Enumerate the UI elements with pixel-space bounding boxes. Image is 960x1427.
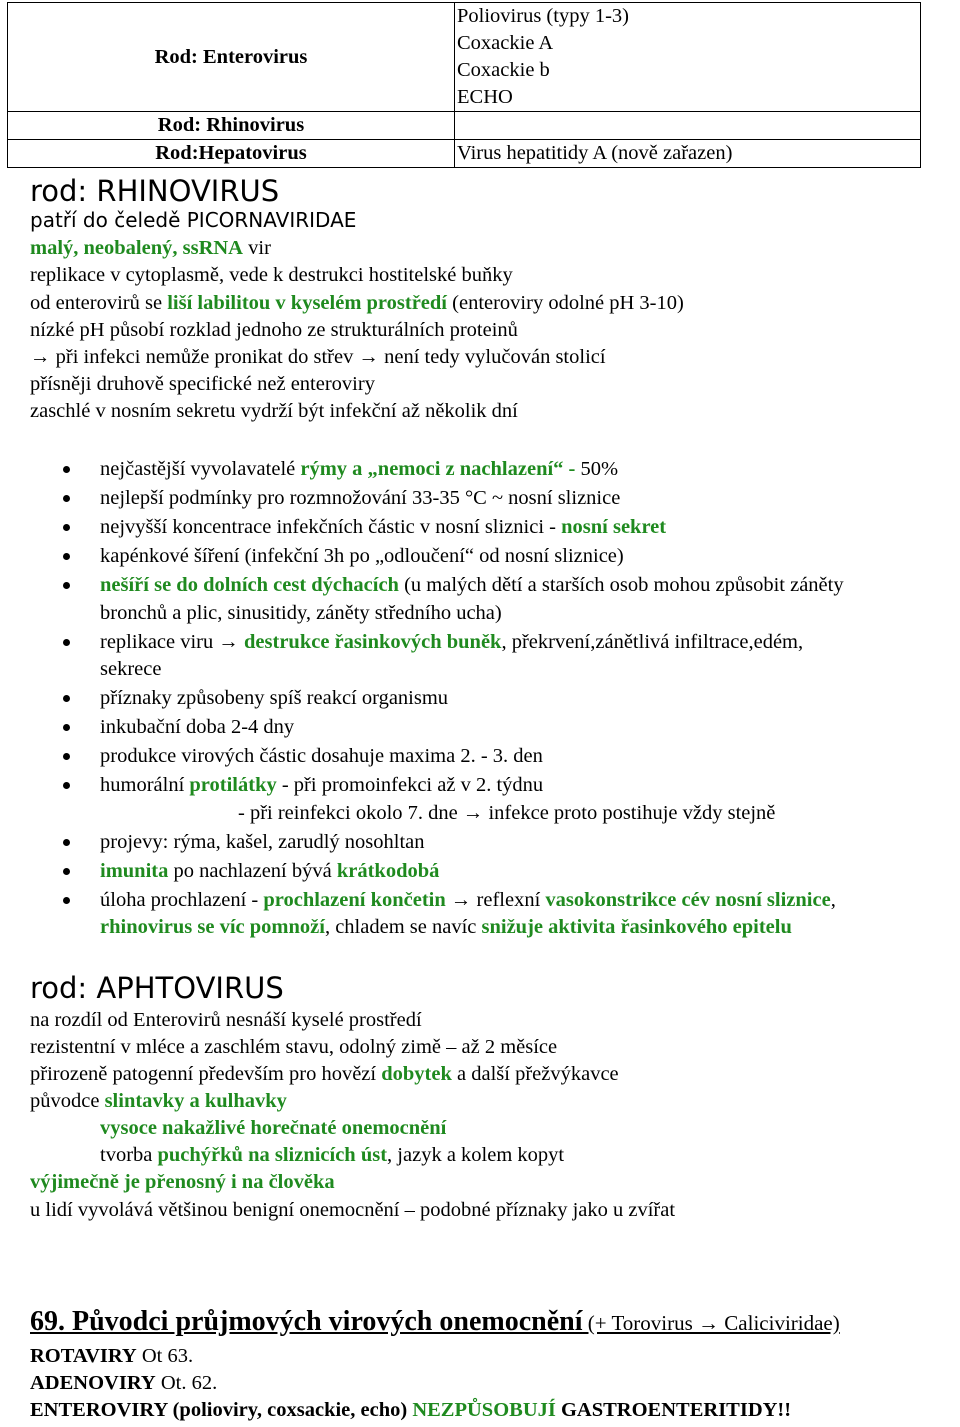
aphto-highlight: dobytek [381,1063,452,1085]
virus-name: ROTAVIRY [30,1345,137,1367]
bullet-item: produkce virových částic dosahuje maxima 2. - 3. den [100,745,543,767]
rhino-highlight: malý, neobalený, ssRNA [30,237,243,259]
highlight: NEZPŮSOBUJÍ [412,1399,556,1421]
rhino-line: zaschlé v nosním sekretu vydrží být infekční až několik dní [30,400,518,422]
bullet-dot [63,782,70,789]
aphto-line [100,1142,564,1169]
rhino-line [30,235,271,262]
virus-text: GASTROENTERITIDY!! [555,1399,792,1421]
bullet-text: úloha prochlazení - [100,889,264,911]
bullet-highlight: nešíří se do dolních cest dýchacích [100,574,399,596]
bullet-item: nejlepší podmínky pro rozmnožování 33-35 °C ~ nosní sliznice [100,487,621,509]
bullet-text: (u malých dětí a starších osob mohou způsobit záněty [398,574,844,596]
member-coxackie-a: Coxackie A [457,32,554,54]
bullet-text: , překrvení,zánětlivá infiltrace,edém, [501,631,804,653]
rhinovirus-members [455,112,921,140]
rhino-highlight: liší labilitou v kyselém prostředí [167,292,448,314]
aphto-line: výjimečně je přenosný i na člověka [30,1171,335,1193]
bullet-item [100,514,666,541]
section-title-note: (+ Torovirus → Caliciviridae) [582,1311,840,1335]
bullet-dot [63,868,70,875]
reference: Ot 63. [136,1345,194,1367]
bullet-highlight: prochlazení končetin [263,889,446,911]
aphto-line: u lidí vyvolává většinou benigní onemocnění – podobné příznaky jako u zvířat [30,1199,676,1221]
bullet-highlight: protilátky [189,774,277,796]
aphto-text: původce [30,1090,105,1112]
bullet-highlight: vasokonstrikce cév nosní sliznice [545,889,831,911]
bullet-item: příznaky způsobeny spíš reakcí organismu [100,687,449,709]
bullet-text: replikace viru → [100,631,245,653]
aphto-text: a další přežvýkavce [451,1063,619,1085]
aphto-line: vysoce nakažlivé horečnaté onemocnění [100,1117,447,1139]
bullet-text: - při promoinfekci až v 2. týdnu [276,774,544,796]
aphto-text: přirozeně patogenní především pro hovězí [30,1063,382,1085]
bullet-item [100,572,844,599]
genus-hepatovirus: Rod:Hepatovirus [8,140,455,168]
member-coxackie-b: Coxackie b [457,59,550,81]
bullet-item [100,629,803,656]
bullet-item [100,858,439,885]
bullet-continuation: bronchů a plic, sinusitidy, záněty středního ucha) [100,602,502,624]
rhino-line: → při infekci nemůže pronikat do střev → není tedy vylučován stolicí [30,346,606,368]
bullet-item [100,772,543,799]
section-69-heading [30,1306,840,1338]
enterovirus-members [455,3,921,112]
genus-table [7,2,921,168]
rhino-text: od enterovirů se [30,292,168,314]
bullet-continuation [100,914,792,941]
rhino-line: patří do čeledě PICORNAVIRIDAE [30,208,357,232]
bullet-dot [63,553,70,560]
bullet-dot [63,495,70,502]
bullet-item: inkubační doba 2-4 dny [100,716,295,738]
bullet-text: po nachlazení bývá [168,860,337,882]
genus-enterovirus: Rod: Enterovirus [8,3,455,112]
bullet-dot [63,466,70,473]
rhino-text: (enteroviry odolné pH 3-10) [447,292,684,314]
bullet-continuation: - při reinfekci okolo 7. dne → infekce proto postihuje vždy stejně [238,802,776,824]
member-echo: ECHO [457,86,513,108]
aphto-line [30,1061,619,1088]
bullet-dot [63,639,70,646]
section-69-line [30,1397,791,1424]
virus-name: ADENOVIRY [30,1372,156,1394]
bullet-text: → reflexní [445,889,546,911]
section-69-line [30,1343,193,1370]
bullet-dot [63,724,70,731]
bullet-text: nejvyšší koncentrace infekčních částic v nosní sliznici - [100,516,562,538]
bullet-highlight: rhinovirus se víc pomnoží [100,916,325,938]
table-row [8,112,921,140]
reference: Ot. 62. [155,1372,218,1394]
bullet-highlight: nosní sekret [561,516,667,538]
bullet-item: kapénkové šíření (infekční 3h po „odloučení“ od nosní sliznice) [100,545,624,567]
member-poliovirus: Poliovirus (typy 1-3) [457,5,629,27]
genus-rhinovirus: Rod: Rhinovirus [8,112,455,140]
bullet-item [100,887,836,914]
aphto-text: , jazyk a kolem kopyt [387,1144,565,1166]
aphto-highlight: slintavky a kulhavky [104,1090,287,1112]
aphto-line: na rozdíl od Enterovirů nesnáší kyselé prostředí [30,1009,422,1031]
bullet-dot [63,582,70,589]
bullet-dot [63,897,70,904]
table-row [8,140,921,168]
aphto-line: rezistentní v mléce a zaschlém stavu, odolný zimě – až 2 měsíce [30,1036,558,1058]
bullet-highlight: imunita [100,860,169,882]
rhino-line: přísněji druhově specifické než enteroviry [30,373,375,395]
bullet-text: nejčastější vyvolavatelé [100,458,301,480]
table-row [8,3,921,112]
rhino-text: vir [243,237,271,259]
bullet-dot [63,753,70,760]
bullet-highlight: destrukce řasinkových buněk [244,631,502,653]
bullet-item [100,456,618,483]
rhino-line: nízké pH působí rozklad jednoho ze strukturálních proteinů [30,319,518,341]
bullet-dot [63,524,70,531]
bullet-text: 50% [575,458,619,480]
rhino-line: replikace v cytoplasmě, vede k destrukci hostitelské buňky [30,264,513,286]
bullet-dot [63,839,70,846]
hepatovirus-members: Virus hepatitidy A (nově zařazen) [455,140,921,168]
section-title: 69. Původci průjmových virových onemocnění [30,1306,583,1337]
section-69-line [30,1370,217,1397]
aphto-highlight: puchýřků na sliznicích úst [157,1144,388,1166]
virus-name: ENTEROVIRY (polioviry, coxsackie, echo) [30,1399,413,1421]
bullet-dot [63,695,70,702]
bullet-item: projevy: rýma, kašel, zarudlý nosohltan [100,831,425,853]
bullet-text: humorální [100,774,190,796]
aphtovirus-heading: rod: APHTOVIRUS [30,971,284,1005]
bullet-continuation: sekrece [100,658,162,680]
rhinovirus-heading: rod: RHINOVIRUS [30,174,280,208]
rhino-line [30,290,684,317]
aphto-line [30,1088,287,1115]
bullet-text: , [830,889,836,911]
bullet-text: , chladem se navíc [324,916,482,938]
aphto-text: tvorba [100,1144,158,1166]
bullet-highlight: krátkodobá [336,860,440,882]
bullet-highlight: rýmy a „nemoci z nachlazení“ - [300,458,576,480]
bullet-highlight: snižuje aktivita řasinkového epitelu [481,916,792,938]
